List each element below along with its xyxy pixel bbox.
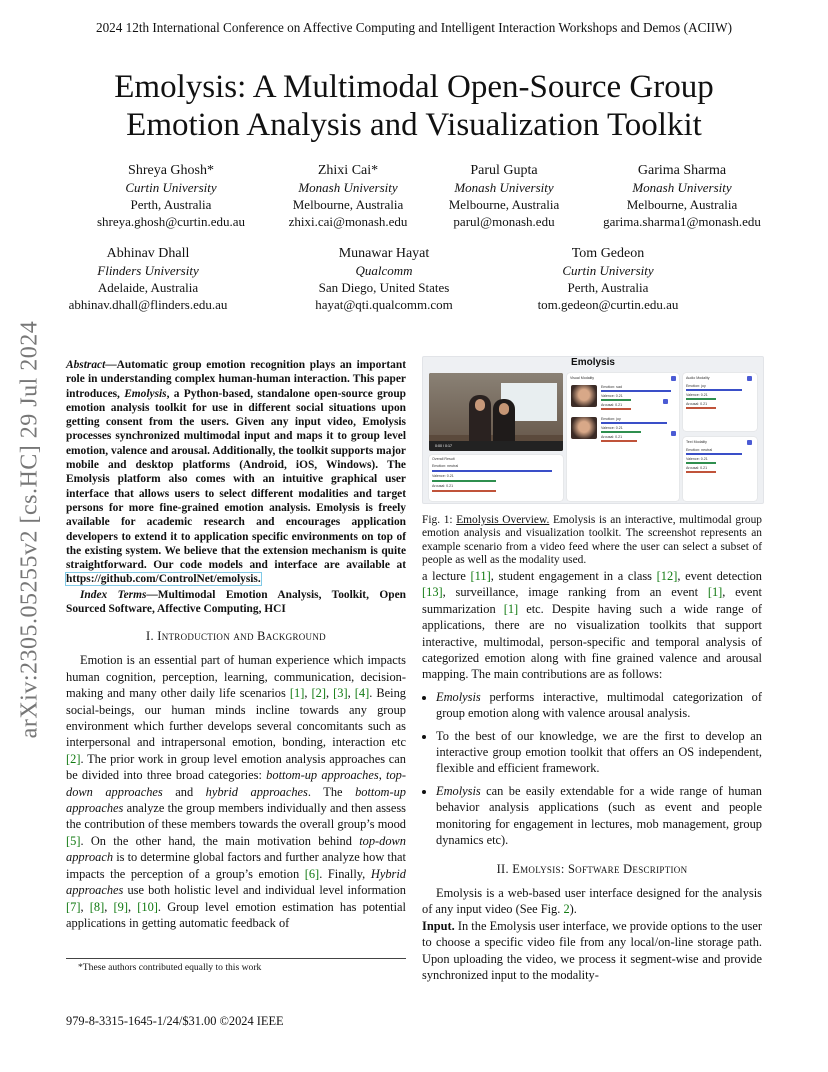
author-block bbox=[266, 162, 430, 230]
author-block bbox=[430, 162, 578, 230]
author-email: hayat@qti.qualcomm.com bbox=[315, 297, 453, 312]
conference-header: 2024 12th International Conference on Affective Computing and Intelligent Interaction Workshops and Demos (ACIIW) bbox=[95, 20, 733, 35]
author-affiliation: Curtin University bbox=[562, 263, 654, 278]
author-name: Zhixi Cai* bbox=[317, 163, 379, 178]
figure-caption: Fig. 1: Emolysis Overview. Emolysis is an interactive, multimodal group emotion analysis and visualization toolkit. The screenshot represents an example scenario from a video feed where the user can select a subset of people as well as the modality used. bbox=[422, 514, 762, 567]
author-name: Garima Sharma bbox=[637, 163, 727, 178]
title-line-1: Emolysis: A Multimodal Open-Source Group bbox=[114, 69, 714, 105]
caption-link[interactable]: Emolysis Overview. bbox=[456, 514, 550, 526]
visual-modality-checkbox[interactable] bbox=[671, 376, 676, 381]
author-email: garima.sharma1@monash.edu bbox=[603, 214, 761, 229]
author-affiliation: Monash University bbox=[454, 180, 554, 195]
visual-modality-panel: Visual Modality Emotion: sad Valence: 0.21 Arousal: 0.21 Emotion: joy Valence: 0.21 Arousal: 0.21 bbox=[567, 373, 679, 501]
section-heading: II. Emolysis: Software Description bbox=[496, 861, 688, 876]
abstract-lead: Abstract bbox=[66, 359, 106, 371]
list-item: • Emolysis can be easily extendable for a wide range of human behavior analysis applications (such as event and people monitoring for engagement in lectures, mob management, group dynamics etc). bbox=[436, 783, 762, 849]
citation-link[interactable]: [13] bbox=[422, 585, 443, 600]
contributions-list bbox=[422, 689, 762, 849]
software-paragraph: Emolysis is a web-based user interface designed for the analysis of any input video (See Fig. 2). bbox=[422, 885, 762, 917]
index-terms: Index Terms—Multimodal Emotion Analysis, Toolkit, Open Sourced Software, Affective Computing, HCI bbox=[66, 588, 406, 616]
citation-link[interactable]: [11] bbox=[470, 569, 491, 583]
author-location: Perth, Australia bbox=[567, 280, 649, 295]
text-modality-panel: Text Modality Emotion: neutral Valence: 0.21 Arousal: 0.21 bbox=[683, 437, 757, 501]
author-email: tom.gedeon@curtin.edu.au bbox=[537, 297, 679, 312]
author-affiliation: Qualcomm bbox=[355, 263, 413, 278]
intro-paragraph: Emotion is an essential part of human experience which impacts human cognition, perception, learning, communication, decision-making and many other daily life scenarios [1], [2], [3], [4]. Being social-beings, our human minds incline towards any group environment which further develops several concomitants such as interpersonal and intrapersonal emotion, bonding, interaction etc [2]. The prior work in group level emotion analysis approaches can be divided into three broad categories: bottom-up approaches, top-down approaches and hybrid approaches. The bottom-up approaches analyze the group members individually and then assess the contribution of these members towards the overall group’s mood [5]. On the other hand, the main motivation behind top-down approach is to determine global factors and further analyze how that impacts the perception of a group’s emotion [6]. Finally, Hybrid approaches use both holistic level and individual level information [7], [8], [9], [10]. Group level emotion estimation has potential applications in getting automatic feedback of bbox=[66, 653, 406, 930]
citation-link[interactable]: [1] bbox=[707, 585, 723, 600]
author-name: Tom Gedeon bbox=[571, 246, 645, 261]
author-block bbox=[520, 245, 696, 313]
citation-link[interactable]: [9] bbox=[113, 899, 128, 914]
author-affiliation: Curtin University bbox=[125, 180, 217, 195]
person-checkbox[interactable] bbox=[663, 399, 668, 404]
title-line-2: Emotion Analysis and Visualization Toolkit bbox=[126, 107, 702, 143]
author-block bbox=[588, 162, 776, 230]
person-checkbox[interactable] bbox=[671, 431, 676, 436]
author-email: abhinav.dhall@flinders.edu.au bbox=[68, 297, 228, 312]
citation-link[interactable]: [10] bbox=[137, 899, 158, 914]
arxiv-stamp: arXiv:2305.05255v2 [cs.HC] 29 Jul 2024 bbox=[16, 320, 43, 739]
audio-modality-panel: Audio Modality Emotion: joy Valence: 0.21 Arousal: 0.21 bbox=[683, 373, 757, 431]
overall-result-panel: Overall Result Emotion: neutral Valence: 0.21 Arousal: 0.21 bbox=[429, 455, 563, 501]
author-affiliation: Flinders University bbox=[97, 263, 199, 278]
author-affiliation: Monash University bbox=[298, 180, 398, 195]
citation-link[interactable]: [4] bbox=[354, 686, 370, 701]
author-location: San Diego, United States bbox=[318, 280, 450, 295]
citation-link[interactable]: [5] bbox=[66, 833, 81, 848]
author-name: Munawar Hayat bbox=[338, 246, 430, 261]
video-player[interactable] bbox=[429, 373, 563, 451]
author-block bbox=[86, 162, 256, 230]
citation-link[interactable]: [2] bbox=[311, 686, 326, 701]
author-location: Perth, Australia bbox=[130, 197, 212, 212]
citation-link[interactable]: [12] bbox=[656, 569, 678, 583]
author-location: Melbourne, Australia bbox=[626, 197, 738, 212]
author-location: Melbourne, Australia bbox=[292, 197, 404, 212]
input-paragraph: Input. In the Emolysis user interface, we provide options to the user to choose a specific video file from any local/on-line storage path. Upon uploading the video, we process it segment-wise and provide synchronized input to the modality- bbox=[422, 918, 762, 982]
right-column-body bbox=[422, 568, 762, 983]
citation-link[interactable]: [1] bbox=[503, 601, 519, 616]
citation-link[interactable]: [8] bbox=[89, 899, 105, 914]
face-thumbnail[interactable] bbox=[571, 417, 597, 439]
copyright-footer: 979-8-3315-1645-1/24/$31.00 ©2024 IEEE bbox=[66, 1014, 284, 1028]
author-email: parul@monash.edu bbox=[453, 214, 555, 229]
author-block bbox=[296, 245, 472, 313]
footnote: *These authors contributed equally to this work bbox=[66, 958, 406, 973]
applications-paragraph: a lecture [11], student engagement in a class [12], event detection [13], surveillance, image ranking from an event [1], event summarization [1] etc. Despite having such a wide range of applications, there are no visualization toolkits that support interactive, multimodal, person-specific and temporal analysis of categorized emotion along with fine grained valence and arousal mapping. The main contributions are as follows: bbox=[422, 569, 763, 682]
paper-title bbox=[60, 68, 768, 144]
citation-link[interactable]: [1] bbox=[289, 686, 305, 701]
citation-link[interactable]: [3] bbox=[333, 686, 348, 701]
section-introduction bbox=[66, 628, 406, 931]
citation-link[interactable]: [2] bbox=[66, 751, 81, 766]
citation-link[interactable]: [7] bbox=[66, 899, 81, 914]
citation-link[interactable]: [6] bbox=[304, 866, 320, 881]
author-location: Adelaide, Australia bbox=[97, 280, 199, 295]
author-email: shreya.ghosh@curtin.edu.au bbox=[96, 214, 246, 229]
author-affiliation: Monash University bbox=[632, 180, 732, 195]
author-block bbox=[56, 245, 240, 313]
section-heading: I. Introduction and Background bbox=[146, 629, 326, 643]
abstract: Abstract—Automatic group emotion recognition plays an important role in understanding complex human-human interaction. This paper introduces, Emolysis, a Python-based, standalone open-source group emotion analysis toolkit for use in different social situations upon getting consent from the users. Given any input video, Emolysis processes synchronized multimodal input and maps it to group level emotion, valence and arousal. Additionally, the toolkit supports major mobile and desktop platforms (Android, iOS, Windows). The Emolysis platform also comes with an intuitive graphical user interface that allows users to select different modalities and target persons for more fine-grained emotion analysis. Emolysis is freely available for academic research and encourages application developers to extend it to application specific environments on top of the existing system. We believe that the extension mechanism is quite straightforward. Our code models and interface are available at https://github.com/ControlNet/emolysis. Index Terms—Multimodal Emotion Analysis, Toolkit, Open Sourced Software, Affective Computing, HCI bbox=[66, 359, 406, 616]
author-name: Shreya Ghosh* bbox=[128, 163, 214, 178]
author-email: zhixi.cai@monash.edu bbox=[288, 214, 408, 229]
github-link[interactable]: https://github.com/ControlNet/emolysis. bbox=[66, 573, 261, 586]
author-name: Parul Gupta bbox=[470, 163, 538, 178]
author-name: Abhinav Dhall bbox=[106, 246, 190, 261]
figure-reference-link[interactable]: 2 bbox=[563, 902, 570, 917]
author-location: Melbourne, Australia bbox=[448, 197, 560, 212]
video-controls[interactable]: 0:00 / 0:17 bbox=[429, 441, 563, 451]
list-item: • To the best of our knowledge, we are the first to develop an interactive group emotion toolkit that offers an OS independent, flexible and efficient framework. bbox=[436, 728, 762, 777]
list-item: • Emolysis performs interactive, multimodal categorization of group emotion along with valence arousal analysis. bbox=[436, 689, 762, 722]
app-title: Emolysis bbox=[571, 357, 615, 368]
figure-screenshot bbox=[422, 356, 764, 504]
face-thumbnail[interactable] bbox=[571, 385, 597, 407]
audio-modality-checkbox[interactable] bbox=[747, 376, 752, 381]
text-modality-checkbox[interactable] bbox=[747, 440, 752, 445]
